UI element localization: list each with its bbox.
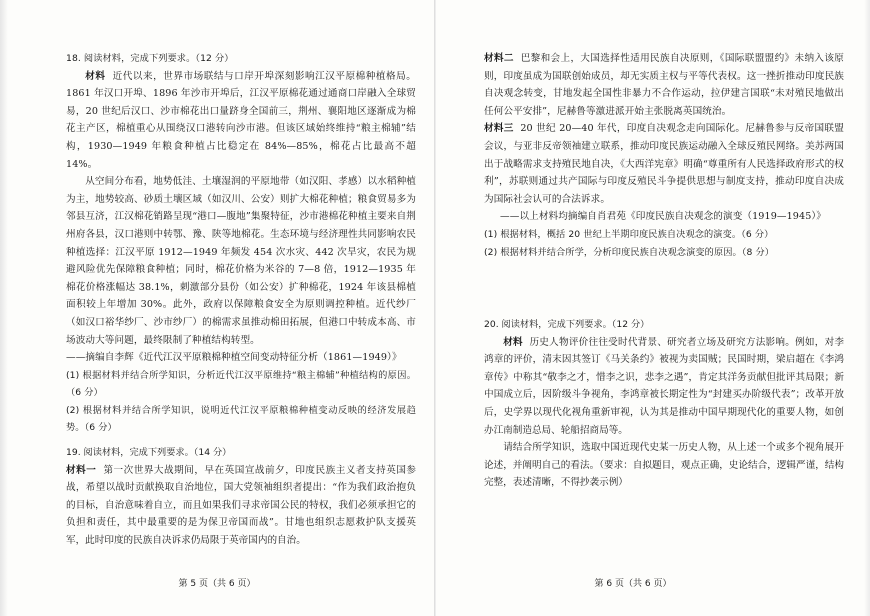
q20-material-label: 材料 (503, 336, 523, 348)
page-number-footer: 第 5 页（共 6 页） (178, 579, 256, 589)
q20-material (484, 334, 844, 440)
q19-source: ——以上材料均摘编自肖君苑《印度民族自决观念的演变（1919—1945）》 (500, 211, 826, 223)
q19-material-2-label: 材料二 (484, 53, 514, 64)
question-20 (484, 316, 844, 492)
question-18 (66, 50, 416, 437)
page-edge-shadow (864, 0, 870, 616)
q18-subquestion-2: (2) 根据材料并结合所学知识，说明近代江汉平原粮棉种植变动反映的经济发展趋势。（6 分） (66, 404, 416, 434)
q20-material-text: 历史人物评价往往受时代背景、研究者立场及研究方法影响。例如，对李鸿章的评价，清末因其签订《马关条约》被视为卖国贼；民国时期，梁启超在《李鸿章传》中称其“敬李之才，惜李之识，悲李之遇”，肯定其洋务贡献但批评其局限；新中国成立后，因阶级斗争视角，李鸿章被长期定性为“封建买办阶级代表”；改革开放后，史学界以现代化视角重新审视，认为其是推动中国早期现代化的重要人物，如创办江南制造总局、轮船招商局等。 (484, 336, 845, 436)
q19-material-2-text: 巴黎和会上，大国选择性适用民族自决原则，《国际联盟盟约》未纳入该原则，印度虽成为国联创始成员，却无实质主权与平等代表权。这一挫折推动印度民族自决观念转变，甘地发起全国性非暴力不合作运动，拉伊建言国联“未对殖民地做出任何公平安排”，尼赫鲁等激进派开始主张脱离英国统治。 (484, 53, 844, 117)
question-19-continued (484, 50, 844, 261)
q18-material-label: 材料 (85, 70, 106, 82)
q20-heading: 20. 阅读材料，完成下列要求。（12 分） (484, 319, 650, 330)
q18-material-para2: 从空间分布看，地势低洼、土壤湿润的平原地带（如汉阳、孝感）以水稻种植为主，地势较高、砂质土壤区域（如汉川、公安）则扩大棉花种植；粮食贸易多为邻县互济，江汉棉花销路呈现“港口—腹地”集聚特征，沙市港棉花种植主要来自荆州府各县，汉口港则中转鄂、豫、陕等地棉花。生态环境与经济理性共同影响农民种植选择：江汉平原 1912—1949 年频发 454 次水灾、442 次旱灾，农民为规避风险优先保障粮食种植；同时，棉花价格为米谷的 7—8 倍，1912—1935 年棉花价格涨幅达 38.1%，刺激部分县份（如公安）扩种棉花，1924 年该县棉植面积较上年增加 30%。此外，政府以保障粮食安全为原则调控种植。近代纱厂（如汉口裕华纱厂、沙市纱厂）的棉需求虽推动棉田拓展，但港口中转成本高、市场波动大等问题，最终限制了种植结构转型。 (66, 176, 416, 346)
q19-material-3-label: 材料三 (484, 123, 514, 135)
q19-material-1-text: 第一次世界大战期间，早在英国宣战前夕，印度民族主义者支持英国参战，希望以战时贡献换取自治地位，国大党领袖组织者提出：“作为我们政治抱负的目标，自治意味着自立，而且如果我们寻求帝国公民的特权，我们必须承担它的负担和责任，其中最重要的是为保卫帝国而战”。甘地也组织志愿救护队支援英军，此时印度的民族自决诉求仍局限于英帝国内的自治。 (66, 464, 417, 546)
q18-subquestion-1: (1) 根据材料并结合所学知识，分析近代江汉平原维持“粮主棉辅”种植结构的原因。（6 分） (66, 369, 416, 399)
q18-material (66, 68, 416, 174)
q18-source: ——摘编自李辉《近代江汉平原粮棉种植空间变动特征分析（1861—1949）》 (66, 352, 402, 364)
q19-subquestion-2: (2) 根据材料并结合所学，分析印度民族自决观念演变的原因。（8 分） (484, 246, 775, 258)
q19-subquestion-1: (1) 根据材料，概括 20 世纪上半期印度民族自决观念的演变。（6 分） (484, 228, 774, 240)
exam-page-5 (0, 0, 434, 616)
q19-heading: 19. 阅读材料，完成下列要求。（14 分） (66, 447, 232, 458)
exam-page-6 (436, 0, 870, 616)
q18-heading: 18. 阅读材料，完成下列要求。（12 分） (66, 53, 234, 64)
q19-material-1 (66, 462, 416, 550)
page-number-footer: 第 6 页（共 6 页） (594, 579, 672, 589)
q19-material-3 (484, 120, 844, 208)
q19-material-2 (484, 50, 844, 120)
q19-material-3-text: 20 世纪 20—40 年代，印度自决观念走向国际化。尼赫鲁参与反帝国联盟会议，与亚非反帝领袖建立联系，推动印度民族运动融入全球反殖民网络。美苏两国出于战略需求支持殖民地自决，《大西洋宪章》明确“尊重所有人民选择政府形式的权利”，苏联则通过共产国际与印度反殖民斗争提供思想与制度支持，推动印度自决成为国际社会认可的合法诉求。 (484, 123, 844, 205)
q19-material-1-label: 材料一 (66, 464, 97, 476)
q18-material-text: 近代以来，世界市场联结与口岸开埠深刻影响江汉平原棉种植格局。1861 年汉口开埠、1896 年沙市开埠后，江汉平原棉花通过通商口岸融入全球贸易，20 世纪后汉口、沙市棉花出口量跻身全国前三，荆州、襄阳地区逐渐成为棉花主产区，棉植重心从围绕汉口港转向沙市港。但该区域始终维持“粮主棉辅”结构，1930—1949 年粮食种植占比稳定在 84%—85%，棉花占比最高不超 14%。 (66, 70, 417, 170)
q20-task: 请结合所学知识，选取中国近现代史某一历史人物，从上述一个或多个视角展开论述，并阐明自己的看法。（要求：自拟题目，观点正确，史论结合，逻辑严谨，结构完整，表述清晰，不得抄袭示例） (484, 442, 844, 489)
page-edge-shadow (0, 0, 8, 616)
question-19 (66, 444, 416, 550)
